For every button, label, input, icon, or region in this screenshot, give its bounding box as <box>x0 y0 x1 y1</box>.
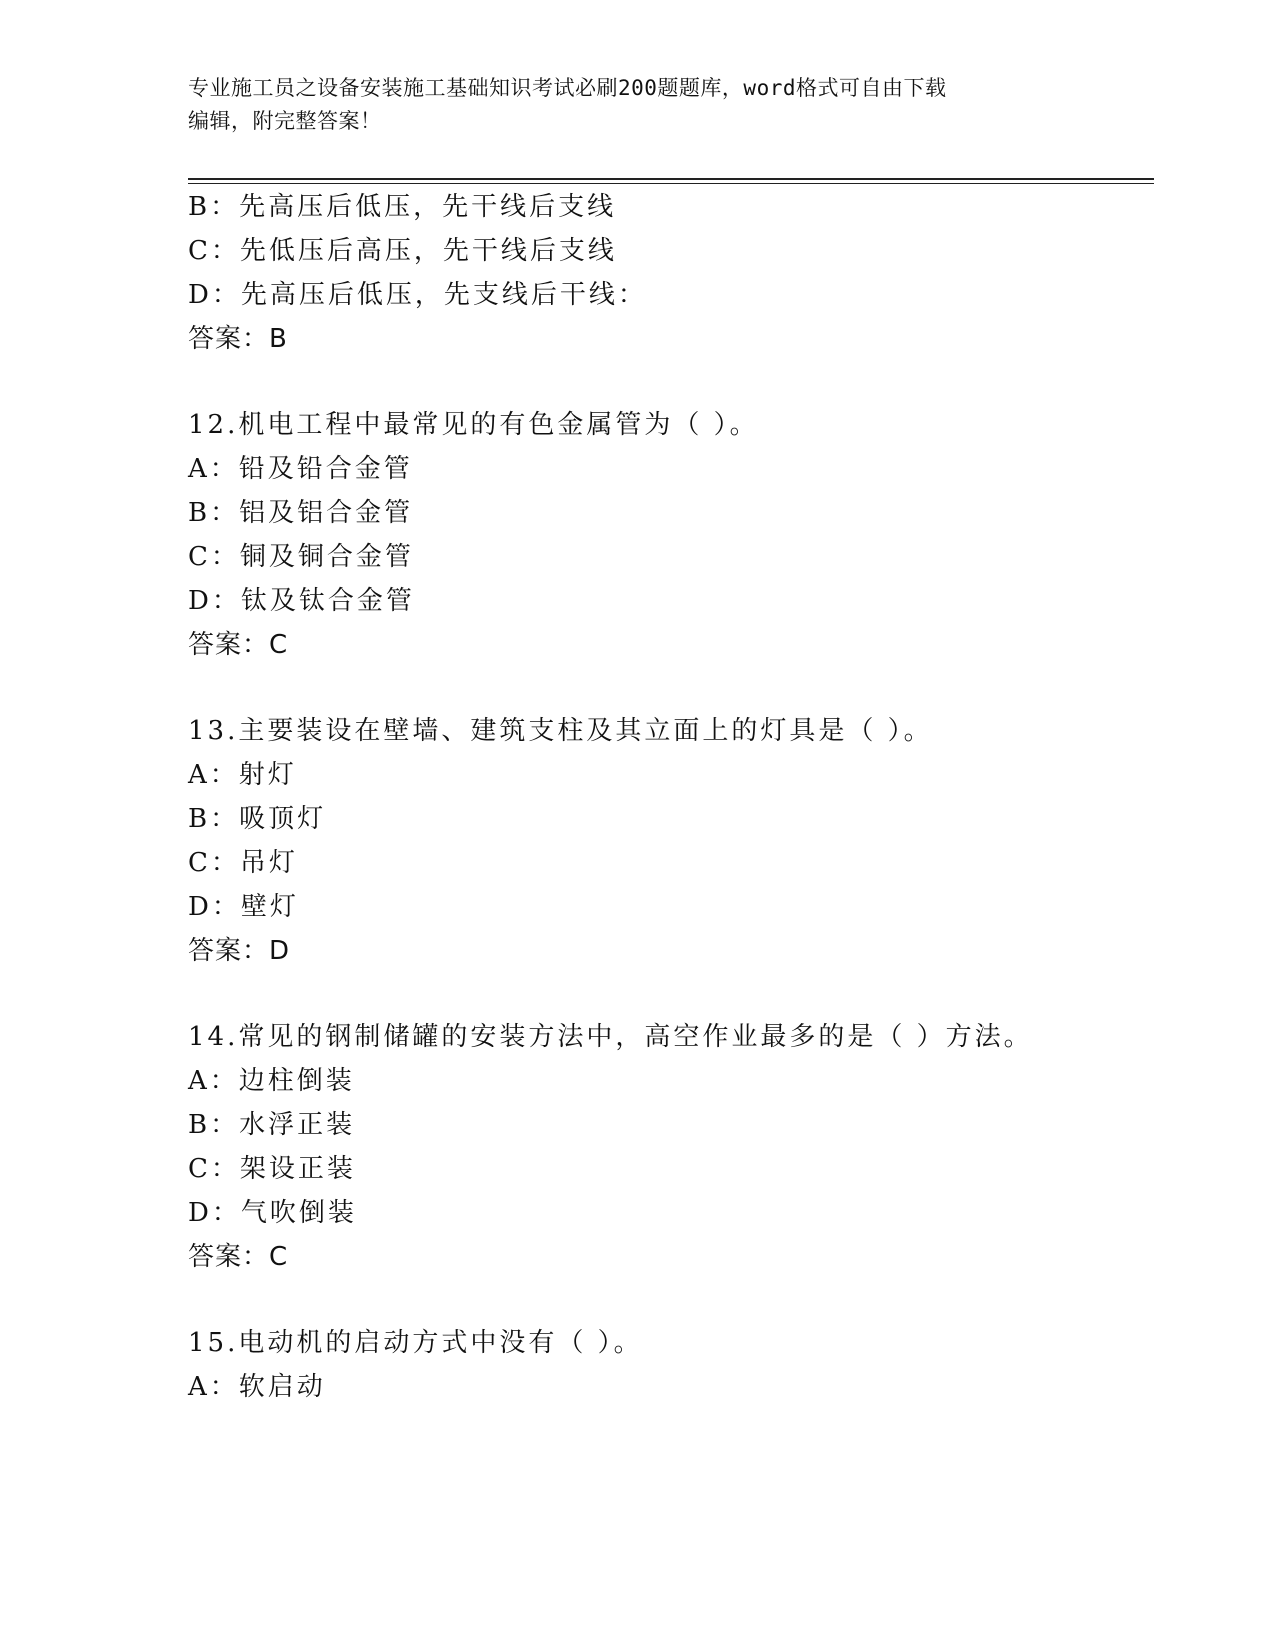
q12-option-b: B：铝及铝合金管 <box>188 498 414 528</box>
q11-option-b: B：先高压后低压，先干线后支线 <box>188 192 617 222</box>
q13-option-c: C：吊灯 <box>188 848 298 878</box>
q11-option-d: D：先高压后低压，先支线后干线： <box>188 280 647 310</box>
q15-question: 15.电动机的启动方式中没有（ ）。 <box>188 1328 643 1358</box>
q14-answer: 答案：C <box>188 1242 289 1272</box>
q14-option-d: D：气吹倒装 <box>188 1198 357 1228</box>
q13-option-d: D：壁灯 <box>188 892 299 922</box>
header-divider-thin <box>188 183 1154 184</box>
q12-option-d: D：钛及钛合金管 <box>188 586 415 616</box>
header-title-line-1: 专业施工员之设备安装施工基础知识考试必刷200题题库，word格式可自由下载 <box>188 76 947 100</box>
q13-answer: 答案：D <box>188 936 291 966</box>
q11-option-c: C：先低压后高压，先干线后支线 <box>188 236 617 266</box>
q11-answer: 答案：B <box>188 324 288 354</box>
q15-option-a: A：软启动 <box>188 1372 326 1402</box>
q14-option-c: C：架设正装 <box>188 1154 356 1184</box>
q12-option-a: A：铅及铅合金管 <box>188 454 413 484</box>
document-header <box>188 72 1088 138</box>
q12-option-c: C：铜及铜合金管 <box>188 542 414 572</box>
header-title-line-2: 编辑，附完整答案！ <box>188 109 382 133</box>
q14-option-a: A：边柱倒装 <box>188 1066 355 1096</box>
q14-option-b: B：水浮正装 <box>188 1110 356 1140</box>
q14-question: 14.常见的钢制储罐的安装方法中，高空作业最多的是（ ）方法。 <box>188 1022 1033 1052</box>
header-divider-thick <box>188 178 1154 180</box>
q13-option-a: A：射灯 <box>188 760 297 790</box>
q12-question: 12.机电工程中最常见的有色金属管为（ ）。 <box>188 410 759 440</box>
q13-question: 13.主要装设在壁墙、建筑支柱及其立面上的灯具是（ ）。 <box>188 716 933 746</box>
q12-answer: 答案：C <box>188 630 289 660</box>
q13-option-b: B：吸顶灯 <box>188 804 327 834</box>
